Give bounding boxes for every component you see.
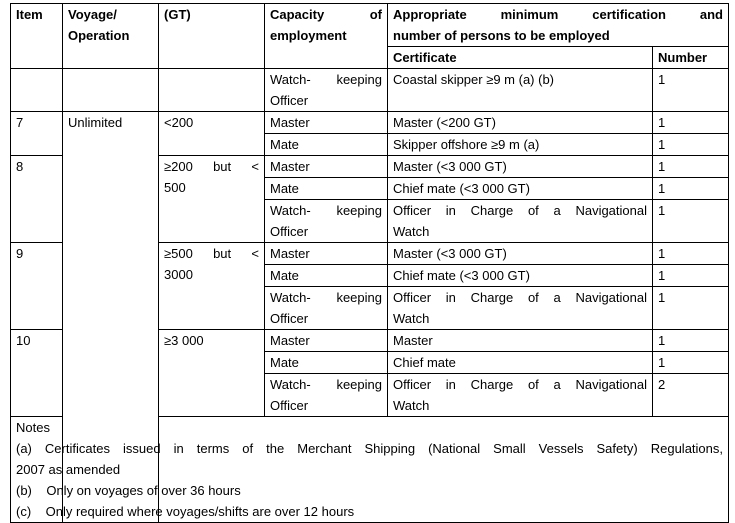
item-cell <box>11 69 63 112</box>
number-cell: 1 <box>653 112 729 134</box>
header-capacity-line1: Capacity of <box>270 7 382 22</box>
number-cell: 1 <box>653 134 729 156</box>
voyage-cell <box>63 69 159 112</box>
header-number: Number <box>653 47 729 69</box>
note-c: (c) Only required where voyages/shifts are over 12 hours <box>16 504 355 519</box>
gt-line1: ≥500 but < <box>164 246 259 261</box>
capacity-cell: Mate <box>265 352 388 374</box>
number-cell: 1 <box>653 156 729 178</box>
capacity-line2: Officer <box>270 311 309 326</box>
certificate-cell: Chief mate (<3 000 GT) <box>388 265 653 287</box>
capacity-line1: Watch- keeping <box>270 377 382 392</box>
note-a-line2: 2007 as amended <box>16 462 121 477</box>
certificate-cell: Master <box>388 330 653 352</box>
header-capacity <box>265 4 388 69</box>
certification-table <box>10 3 729 523</box>
certificate-cell: Chief mate (<3 000 GT) <box>388 178 653 200</box>
certificate-line2: Watch <box>393 311 430 326</box>
capacity-line1: Watch- keeping <box>270 72 382 87</box>
certificate-cell: Master (<3 000 GT) <box>388 243 653 265</box>
number-cell: 1 <box>653 287 729 330</box>
certificate-cell: Skipper offshore ≥9 m (a) <box>388 134 653 156</box>
item-cell: 8 <box>11 156 63 243</box>
capacity-cell <box>265 69 388 112</box>
voyage-cell: Unlimited <box>63 112 159 523</box>
capacity-cell: Master <box>265 243 388 265</box>
certificate-line1: Officer in Charge of a Navigational <box>393 377 647 392</box>
header-item: Item <box>11 4 63 69</box>
certificate-cell: Master (<3 000 GT) <box>388 156 653 178</box>
header-appropriate-line2: number of persons to be employed <box>393 28 610 43</box>
capacity-cell <box>265 287 388 330</box>
number-cell: 1 <box>653 178 729 200</box>
header-capacity-line2: employment <box>270 28 347 43</box>
header-voyage-line1: Voyage/ <box>68 7 117 22</box>
number-cell: 1 <box>653 330 729 352</box>
header-appropriate-line1: Appropriate minimum certification and <box>393 7 723 22</box>
certificate-cell <box>388 374 653 417</box>
certificate-line1: Officer in Charge of a Navigational <box>393 203 647 218</box>
gt-line2: 500 <box>164 180 186 195</box>
note-b: (b) Only on voyages of over 36 hours <box>16 483 241 498</box>
notes-cell <box>11 417 729 523</box>
capacity-cell: Master <box>265 330 388 352</box>
gt-cell <box>159 243 265 330</box>
number-cell: 2 <box>653 374 729 417</box>
gt-line1: ≥200 but < <box>164 159 259 174</box>
table-row <box>11 69 729 112</box>
capacity-cell: Mate <box>265 265 388 287</box>
gt-cell <box>159 156 265 243</box>
gt-line2: 3000 <box>164 267 193 282</box>
header-appropriate <box>388 4 729 47</box>
notes-title: Notes <box>16 420 50 435</box>
gt-cell: ≥3 000 <box>159 330 265 417</box>
capacity-cell <box>265 200 388 243</box>
number-cell: 1 <box>653 243 729 265</box>
note-a-line1: (a) Certificates issued in terms of the Merchant Shipping (National Small Vessels Safety) Regulations, <box>16 441 723 456</box>
gt-cell <box>159 69 265 112</box>
certificate-line2: Watch <box>393 224 430 239</box>
header-certificate: Certificate <box>388 47 653 69</box>
item-cell: 7 <box>11 112 63 156</box>
table-row <box>11 112 729 134</box>
capacity-cell <box>265 374 388 417</box>
number-cell: 1 <box>653 265 729 287</box>
capacity-cell: Master <box>265 112 388 134</box>
capacity-cell: Master <box>265 156 388 178</box>
capacity-line2: Officer <box>270 93 309 108</box>
header-gt: (GT) <box>159 4 265 69</box>
certificate-cell: Master (<200 GT) <box>388 112 653 134</box>
number-cell: 1 <box>653 200 729 243</box>
certificate-line2: Watch <box>393 398 430 413</box>
certificate-cell <box>388 287 653 330</box>
capacity-cell: Mate <box>265 134 388 156</box>
capacity-line1: Watch- keeping <box>270 290 382 305</box>
capacity-cell: Mate <box>265 178 388 200</box>
certificate-cell: Coastal skipper ≥9 m (a) (b) <box>388 69 653 112</box>
gt-cell: <200 <box>159 112 265 156</box>
certificate-cell: Chief mate <box>388 352 653 374</box>
capacity-line2: Officer <box>270 224 309 239</box>
header-voyage <box>63 4 159 69</box>
number-cell: 1 <box>653 352 729 374</box>
certificate-cell <box>388 200 653 243</box>
capacity-line2: Officer <box>270 398 309 413</box>
item-cell: 10 <box>11 330 63 417</box>
item-cell: 9 <box>11 243 63 330</box>
number-cell: 1 <box>653 69 729 112</box>
header-voyage-line2: Operation <box>68 28 130 43</box>
certificate-line1: Officer in Charge of a Navigational <box>393 290 647 305</box>
notes-row <box>11 417 729 523</box>
capacity-line1: Watch- keeping <box>270 203 382 218</box>
header-row <box>11 4 729 47</box>
